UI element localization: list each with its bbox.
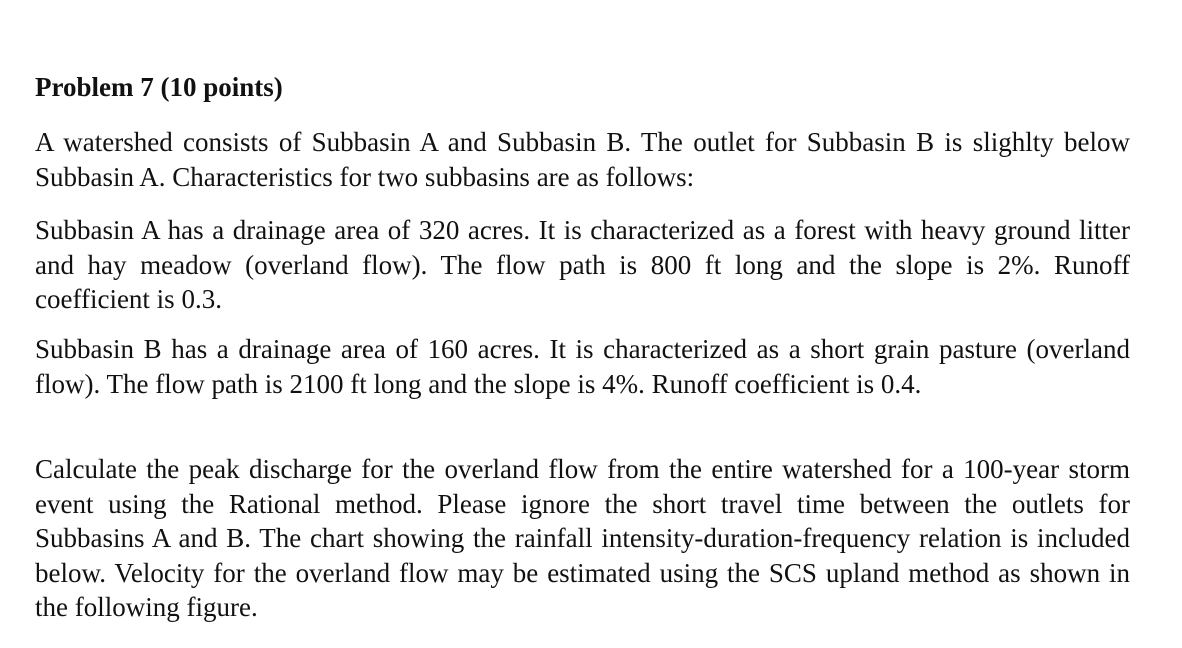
task-paragraph: Calculate the peak discharge for the overland flow from the entire watershed for a 100-year storm event using the Rational method. Please ignore the short travel time between the outlets for Subbasins A and B. The chart showing the rainfall intensity-duration-frequency relation is included below. Velocity for the overland flow may be estimated using the SCS upland method as shown in the following figure. <box>35 454 1130 622</box>
intro-paragraph: A watershed consists of Subbasin A and Subbasin B. The outlet for Subbasin B is slighlty below Subbasin A. Characteristics for two subbasins are as follows: <box>35 127 1130 192</box>
subbasin-a-paragraph: Subbasin A has a drainage area of 320 acres. It is characterized as a forest with heavy ground litter and hay meadow (overland flow). The flow path is 800 ft long and the slope is 2%. Runoff coefficient is 0.3. <box>35 215 1130 314</box>
subbasin-b-paragraph: Subbasin B has a drainage area of 160 acres. It is characterized as a short grain pasture (overland flow). The flow path is 2100 ft long and the slope is 4%. Runoff coefficient is 0.4. <box>35 334 1130 399</box>
problem-title: Problem 7 (10 points) <box>35 72 283 102</box>
